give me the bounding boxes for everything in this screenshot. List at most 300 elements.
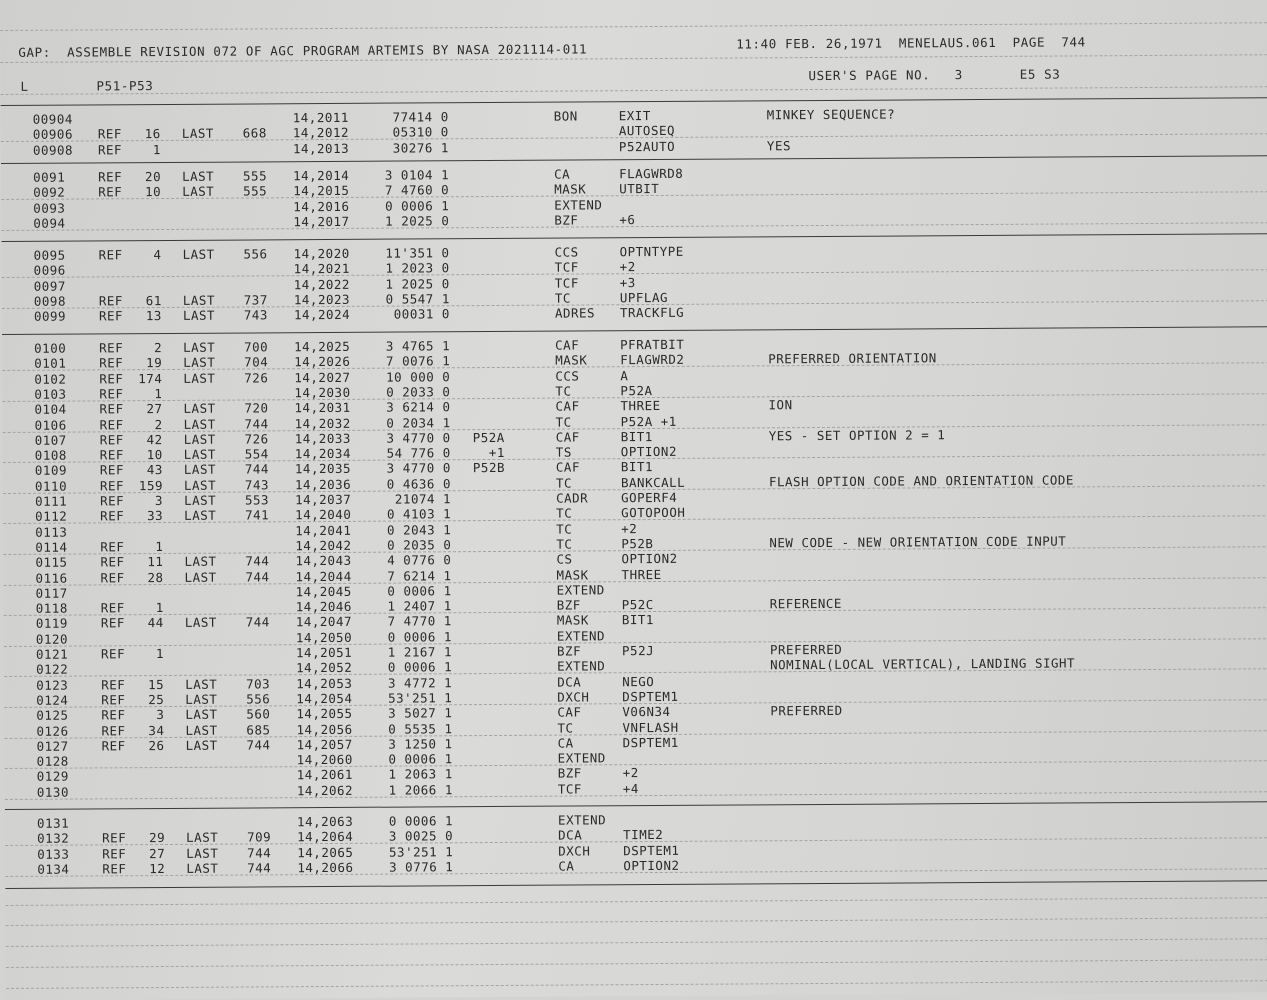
opcode: MASK	[556, 612, 589, 629]
octal-code: 0 2034 1	[386, 414, 451, 431]
line-number: 0091	[33, 169, 66, 185]
address: 14,2011	[292, 109, 349, 126]
last-label: LAST	[182, 292, 215, 308]
page-rule	[0, 22, 1267, 31]
ref-label: REF	[101, 722, 126, 738]
page-rule	[1, 86, 1267, 95]
operand: EXIT	[618, 108, 651, 124]
address: 14,2061	[296, 767, 353, 783]
ref-label: REF	[101, 707, 126, 723]
ref-label: REF	[101, 676, 126, 692]
address: 14,2063	[296, 813, 354, 830]
opcode: DCA	[558, 827, 583, 843]
line-number: 0099	[33, 308, 67, 324]
line-number: 0097	[33, 278, 66, 294]
ref-count: 29	[149, 830, 166, 846]
ref-count: 1	[155, 646, 165, 662]
opcode: CS	[556, 551, 573, 567]
operand: P52B	[621, 535, 654, 552]
last-label: LAST	[182, 168, 215, 184]
address: 14,2057	[296, 736, 353, 752]
opcode: EXTEND	[554, 196, 603, 213]
address: 14,2050	[295, 629, 353, 645]
opcode: BZF	[556, 643, 582, 659]
ref-count: 2	[154, 340, 163, 356]
ref-label: REF	[102, 861, 127, 877]
operand: A	[620, 367, 629, 383]
octal-code: 0 4636 0	[386, 475, 452, 492]
opcode: EXTEND	[557, 812, 607, 828]
opcode: MASK	[555, 352, 588, 368]
line-number: 0120	[35, 631, 69, 647]
line-number: 0112	[35, 508, 68, 525]
line-number: 0118	[35, 600, 68, 616]
last-label: LAST	[185, 706, 218, 723]
last-page: 555	[243, 183, 268, 199]
opcode: TCF	[554, 259, 579, 275]
address: 14,2032	[294, 415, 351, 431]
operand: +6	[619, 212, 636, 228]
octal-code: 30276 1	[392, 139, 449, 156]
octal-code: 3 4772 1	[387, 674, 453, 691]
address: 14,2017	[293, 213, 350, 230]
operand: OPTION2	[623, 857, 680, 874]
last-page: 744	[247, 844, 272, 861]
address: 14,2062	[296, 782, 354, 798]
octal-code: 1 2407 1	[387, 598, 452, 614]
line-number: 0129	[36, 768, 69, 785]
ref-count: 4	[153, 247, 162, 263]
line-number: 0109	[34, 462, 68, 479]
address: 14,2021	[293, 261, 350, 277]
operand: +2	[621, 520, 638, 536]
last-label: LAST	[184, 492, 217, 508]
last-page: 555	[242, 168, 268, 184]
octal-code: 77414 0	[392, 109, 449, 125]
address: 14,2036	[294, 476, 352, 492]
ref-count: 33	[147, 508, 164, 524]
comment: MINKEY SEQUENCE?	[766, 106, 896, 123]
ref-count: 43	[146, 462, 163, 478]
ref-label: REF	[99, 477, 125, 494]
address: 14,2027	[294, 369, 351, 385]
operand: UPFLAG	[619, 289, 669, 306]
header-listing-code: L	[20, 78, 29, 94]
line-number: 0133	[37, 846, 70, 862]
ref-label: REF	[100, 554, 125, 570]
ref-label: REF	[99, 370, 124, 386]
octal-code: 0 2035 0	[387, 537, 452, 553]
ref-count: 13	[145, 308, 162, 324]
octal-code: 53'251 1	[388, 843, 454, 860]
ref-label: REF	[99, 355, 124, 371]
last-page: 685	[246, 721, 271, 738]
operand: BIT1	[620, 428, 653, 445]
operand: NEGO	[622, 673, 655, 689]
paper-rule	[6, 938, 1267, 947]
ref-count: 1	[154, 385, 163, 401]
octal-code: 0 2043 1	[386, 521, 452, 538]
opcode: DCA	[557, 674, 582, 690]
ref-count: 12	[149, 860, 166, 876]
address: 14,2052	[296, 660, 353, 676]
last-label: LAST	[183, 431, 216, 447]
operand: PFRATBIT	[620, 336, 685, 353]
octal-code: 0 0006 1	[387, 583, 452, 599]
line-number: 0110	[34, 478, 68, 494]
operand: DSPTEM1	[622, 688, 679, 705]
last-page: 741	[245, 507, 270, 523]
operand: FLAGWRD8	[619, 165, 684, 182]
line-number: 00904	[32, 111, 73, 127]
operand: THREE	[621, 566, 662, 582]
comment: YES - SET OPTION 2 = 1	[768, 427, 946, 444]
address: 14,2051	[295, 644, 353, 661]
line-number: 0095	[33, 247, 66, 263]
opcode: CA	[554, 166, 571, 182]
opcode: DXCH	[557, 689, 590, 705]
operand: DSPTEM1	[623, 842, 680, 858]
address: 14,2015	[293, 183, 350, 199]
ref-count: 44	[147, 615, 164, 631]
ref-label: REF	[99, 432, 124, 448]
ref-label: REF	[99, 340, 124, 356]
ref-count: 3	[156, 707, 165, 723]
ref-count: 61	[145, 292, 162, 309]
octal-code: 3 0104 1	[384, 167, 450, 183]
octal-code: 7 4770 1	[387, 613, 452, 630]
octal-code: 3 5027 1	[388, 705, 453, 721]
address: 14,2053	[296, 675, 353, 691]
line-number: 0132	[37, 830, 70, 847]
last-page: 744	[245, 568, 270, 585]
line-number: 0107	[34, 432, 67, 448]
ref-label: REF	[97, 141, 123, 157]
address: 14,2066	[297, 859, 354, 876]
line-number: 0093	[33, 200, 66, 216]
operand: +2	[619, 259, 636, 275]
address: 14,2047	[295, 614, 353, 630]
line-number: 0113	[35, 524, 68, 540]
ref-label: REF	[98, 308, 124, 324]
last-page: 744	[247, 860, 272, 876]
line-number: 0116	[35, 570, 68, 586]
operand: UTBIT	[619, 181, 660, 197]
last-page: 744	[245, 553, 270, 569]
ref-count: 27	[149, 845, 166, 861]
last-label: LAST	[183, 370, 216, 386]
octal-code: 0 0006 1	[388, 751, 453, 767]
operand: OPTION2	[621, 551, 678, 567]
octal-code: 3 0776 1	[389, 859, 454, 875]
ref-label: REF	[98, 293, 123, 309]
line-number: 0100	[34, 340, 67, 356]
ref-count: 28	[147, 569, 164, 585]
octal-code: 3 1250 1	[388, 736, 453, 752]
operand: +3	[619, 274, 636, 290]
line-number: 0128	[36, 753, 69, 769]
address: 14,2064	[297, 829, 354, 845]
last-page: 720	[244, 400, 269, 416]
line-number: 0130	[36, 784, 69, 800]
last-label: LAST	[183, 339, 216, 355]
ref-count: 159	[138, 477, 164, 493]
operand: P52AUTO	[618, 138, 676, 154]
opcode: EXTEND	[557, 750, 606, 766]
comment: YES	[766, 137, 792, 153]
line-number: 0096	[33, 262, 66, 279]
opcode: BZF	[557, 765, 582, 781]
address: 14,2014	[293, 167, 350, 184]
line-number: 0126	[36, 723, 69, 739]
last-label: LAST	[183, 354, 216, 371]
octal-code: 1 2063 1	[388, 766, 453, 783]
line-number: 00908	[32, 142, 74, 158]
comment: ION	[768, 397, 793, 413]
address: 14,2056	[296, 721, 353, 737]
address: 14,2031	[294, 400, 351, 416]
comment: REFERENCE	[769, 595, 842, 612]
operand: TRACKFLG	[619, 305, 685, 321]
line-number: 0098	[33, 293, 66, 309]
last-label: LAST	[182, 183, 215, 200]
ref-label: REF	[98, 247, 123, 263]
octal-code: 0 5547 1	[385, 291, 450, 307]
line-number: 0101	[34, 355, 67, 372]
opcode: TC	[557, 720, 574, 736]
line-number: 0131	[36, 815, 70, 831]
opcode: EXTEND	[556, 582, 605, 598]
line-number: 0094	[33, 215, 66, 231]
ref-count: 27	[146, 401, 163, 417]
octal-code: 1 2023 0	[385, 260, 450, 276]
operand: OPTNTYPE	[619, 243, 684, 260]
opcode: TC	[555, 475, 573, 491]
last-page: 704	[244, 354, 269, 370]
last-page: 744	[244, 461, 269, 477]
operand: OPTION2	[620, 443, 678, 460]
octal-code: 7 6214 1	[387, 567, 452, 584]
opcode: CA	[557, 735, 574, 751]
operand: AUTOSEQ	[618, 123, 676, 139]
opcode: CAF	[555, 459, 580, 476]
ref-count: 10	[146, 447, 163, 463]
octal-code: 0 0006 1	[384, 197, 450, 214]
symbol-label: +1	[472, 445, 505, 461]
octal-code: 10 000 0	[386, 368, 451, 385]
address: 14,2023	[293, 291, 351, 308]
operand: +2	[622, 765, 639, 781]
ref-count: 26	[148, 737, 165, 753]
opcode: TC	[554, 290, 571, 306]
operand: DSPTEM1	[622, 734, 679, 751]
address: 14,2033	[294, 430, 351, 447]
ref-count: 34	[148, 722, 165, 738]
octal-code: 21074 1	[394, 491, 452, 507]
last-page: 744	[244, 415, 269, 432]
last-page: 737	[243, 292, 268, 308]
last-label: LAST	[186, 845, 219, 861]
line-number: 0119	[35, 615, 68, 632]
paper-rule	[6, 917, 1267, 926]
opcode: TS	[555, 444, 572, 460]
operand: FLAGWRD2	[620, 352, 685, 368]
ref-label: REF	[100, 646, 126, 662]
address: 14,2045	[295, 583, 352, 600]
address: 14,2065	[297, 844, 354, 860]
ref-label: REF	[99, 386, 124, 402]
ref-count: 1	[152, 141, 161, 157]
ref-label: REF	[100, 493, 125, 509]
address: 14,2043	[295, 553, 352, 569]
line-number: 0104	[34, 401, 67, 417]
octal-code: 0 0006 1	[388, 813, 454, 829]
operand: P52J	[621, 643, 655, 659]
last-label: LAST	[184, 615, 217, 631]
ref-label: REF	[99, 416, 124, 432]
octal-code: 05310 0	[392, 124, 449, 140]
operand: P52A +1	[620, 413, 677, 429]
ref-label: REF	[98, 184, 123, 200]
ref-count: 42	[146, 431, 163, 447]
last-label: LAST	[182, 307, 216, 324]
last-page: 556	[243, 246, 268, 262]
operand: V06N34	[622, 704, 671, 720]
address: 14,2041	[295, 522, 352, 538]
opcode: EXTEND	[557, 658, 606, 674]
last-label: LAST	[184, 507, 217, 524]
ref-label: REF	[100, 508, 125, 524]
comment: PREFERRED	[769, 641, 843, 658]
opcode: CCS	[555, 368, 580, 384]
opcode: CADR	[556, 490, 589, 506]
line-number: 0122	[36, 661, 69, 678]
last-page: 744	[245, 614, 270, 630]
last-label: LAST	[185, 737, 218, 753]
opcode: DXCH	[558, 843, 591, 859]
header-title: GAP: ASSEMBLE REVISION 072 OF AGC PROGRAM ARTEMIS BY NASA 2021114-011	[18, 41, 588, 60]
ref-count: 2	[154, 416, 163, 432]
last-label: LAST	[183, 446, 216, 462]
address: 14,2013	[292, 140, 350, 156]
operand: P52C	[621, 597, 654, 613]
last-label: LAST	[181, 125, 214, 142]
operand: VNFLASH	[622, 719, 679, 735]
opcode: BZF	[556, 597, 581, 613]
address: 14,2022	[293, 276, 350, 292]
last-page: 726	[244, 431, 269, 447]
octal-code: 54 776 0	[386, 445, 451, 461]
comment: NOMINAL(LOCAL VERTICAL), LANDING SIGHT	[770, 655, 1076, 673]
symbol-label: P52B	[472, 460, 506, 476]
ref-count: 1	[155, 538, 164, 554]
ref-label: REF	[101, 738, 126, 754]
octal-code: 0 5535 1	[388, 720, 453, 737]
address: 14,2016	[293, 198, 350, 214]
opcode: TC	[556, 521, 573, 537]
octal-code: 1 2025 0	[385, 275, 450, 292]
opcode: EXTEND	[556, 628, 606, 644]
ref-label: REF	[100, 569, 125, 585]
comment: PREFERRED ORIENTATION	[768, 350, 937, 367]
operand: GOTOPOOH	[621, 505, 686, 521]
octal-code: 3 4770 0	[386, 430, 451, 446]
last-label: LAST	[184, 569, 217, 585]
last-page: 709	[246, 829, 272, 845]
line-number: 0125	[36, 707, 69, 723]
last-page: 700	[244, 339, 269, 355]
ref-label: REF	[98, 169, 123, 185]
octal-code: 0 4103 1	[386, 506, 452, 522]
ref-count: 10	[145, 184, 162, 200]
address: 14,2020	[293, 245, 350, 262]
line-number: 0106	[34, 417, 67, 433]
line-number: 00906	[32, 126, 74, 143]
ref-label: REF	[102, 830, 127, 846]
ref-label: REF	[100, 615, 125, 631]
address: 14,2044	[295, 568, 352, 584]
ref-count: 16	[144, 126, 161, 142]
opcode: CA	[558, 858, 575, 874]
ref-label: REF	[97, 126, 122, 142]
ref-label: REF	[99, 447, 124, 463]
octal-code: 0 2033 0	[386, 384, 451, 400]
address: 14,2026	[294, 354, 351, 370]
address: 14,2024	[293, 307, 351, 323]
opcode: TC	[556, 505, 573, 521]
paper-rule	[5, 880, 1267, 889]
ref-count: 25	[148, 691, 165, 707]
last-label: LAST	[185, 691, 218, 707]
octal-code: 1 2025 0	[385, 213, 450, 229]
address: 14,2060	[296, 751, 353, 768]
operand: +4	[622, 780, 639, 796]
operand: THREE	[620, 398, 661, 414]
paper-rule	[6, 897, 1267, 906]
last-page: 554	[244, 446, 269, 462]
ref-label: REF	[100, 539, 125, 555]
line-number: 0121	[35, 646, 69, 662]
last-page: 726	[244, 369, 269, 386]
comment: PREFERRED	[770, 703, 843, 719]
operand: TIME2	[623, 827, 664, 843]
address: 14,2042	[295, 537, 352, 554]
address: 14,2040	[295, 507, 352, 523]
last-label: LAST	[186, 829, 219, 846]
ref-count: 20	[144, 169, 162, 185]
line-number: 0103	[34, 386, 67, 402]
octal-code: 53'251 1	[388, 690, 453, 706]
address: 14,2034	[294, 445, 352, 462]
line-number: 0092	[33, 184, 66, 201]
line-number: 0111	[35, 493, 68, 509]
last-label: LAST	[183, 400, 216, 417]
last-page: 744	[246, 737, 271, 753]
octal-code: 3 4770 0	[386, 460, 451, 477]
ref-count: 15	[148, 676, 165, 692]
last-label: LAST	[182, 246, 215, 262]
address: 14,2046	[295, 598, 352, 615]
last-label: LAST	[183, 462, 217, 478]
ref-label: REF	[102, 845, 127, 861]
octal-code: 3 0025 0	[388, 828, 454, 844]
header-timestamp: 11:40 FEB. 26,1971 MENELAUS.061 PAGE 744	[736, 34, 1086, 52]
operand: BANKCALL	[620, 474, 686, 490]
address: 14,2055	[296, 706, 353, 722]
last-page: 743	[243, 307, 268, 323]
operand: P52A	[620, 382, 653, 399]
line-number: 0102	[34, 371, 67, 387]
